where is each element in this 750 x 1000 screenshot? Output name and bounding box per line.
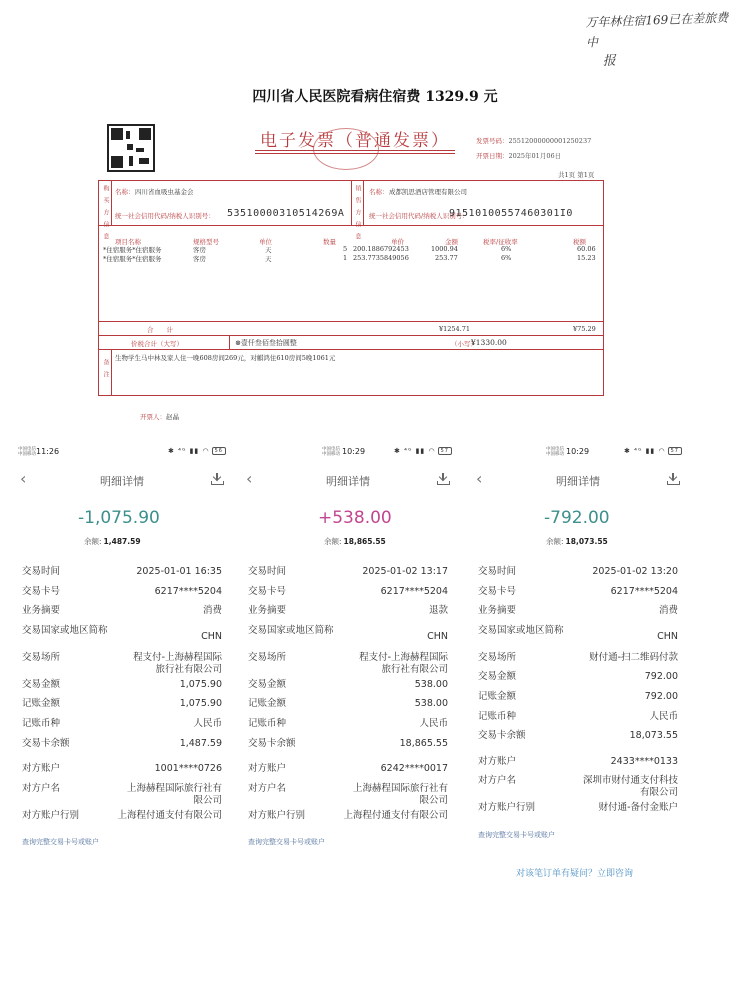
header-rate: 税率/征收率 bbox=[483, 238, 518, 246]
detail-row: 交易国家或地区简称 CHN bbox=[478, 624, 678, 642]
header-price: 单价 bbox=[391, 238, 404, 246]
detail-row: 交易场所 程支付-上海赫程国际旅行社有限公司 bbox=[22, 651, 222, 675]
header-item-name: 项目名称 bbox=[115, 238, 141, 246]
header-tax: 税额 bbox=[573, 238, 586, 246]
detail-row: 对方户名 上海赫程国际旅行社有限公司 bbox=[248, 782, 448, 806]
detail-row: 对方户名 上海赫程国际旅行社有限公司 bbox=[22, 782, 222, 806]
header-qty: 数量 bbox=[323, 238, 336, 246]
detail-row: 记账金额 538.00 bbox=[248, 698, 448, 710]
status-bar bbox=[238, 444, 458, 462]
invoice-drawer: 开票人：赵晶 bbox=[140, 413, 179, 421]
detail-row: 记账币种 人民币 bbox=[248, 717, 448, 729]
document-title: 四川省人民医院看病住宿费 1329.9 元 bbox=[252, 89, 498, 105]
item-1-price: 200.1886792453 bbox=[353, 245, 409, 253]
status-time: 10:29 bbox=[342, 447, 366, 456]
seller-section-label: 销售方信息 bbox=[354, 185, 361, 245]
item-1-amount: 1000.94 bbox=[431, 245, 458, 253]
invoice-page-number: 共1页 第1页 bbox=[558, 171, 595, 179]
buyer-name: 四川省血吸虫基金会 bbox=[135, 188, 194, 196]
nav-title: 明细详情 bbox=[326, 475, 370, 488]
handwritten-note-line1: 万年林住宿169已在差旅费中 bbox=[585, 10, 729, 50]
item-1-unit: 天 bbox=[265, 246, 272, 254]
seller-name: 成都凯思酒店管理有限公司 bbox=[389, 188, 467, 196]
detail-rows bbox=[468, 566, 688, 822]
detail-row: 对方账户 6242****0017 bbox=[248, 763, 448, 775]
balance: 余额: 18,073.55 bbox=[546, 537, 608, 546]
download-icon[interactable] bbox=[437, 473, 450, 485]
detail-row: 业务摘要 消费 bbox=[22, 605, 222, 617]
battery-icon: 56 bbox=[212, 447, 226, 455]
detail-row: 交易卡余额 18,073.55 bbox=[478, 730, 678, 742]
nav-title: 明细详情 bbox=[556, 475, 600, 488]
total-words-label: 价税合计（大写） bbox=[131, 340, 183, 348]
item-2-qty: 1 bbox=[343, 254, 348, 262]
detail-row: 交易卡号 6217****5204 bbox=[478, 585, 678, 597]
seller-tax-id: 91510100557460301I0 bbox=[449, 208, 573, 219]
transaction-amount: -792.00 bbox=[544, 508, 610, 528]
item-1-spec: 客房 bbox=[193, 246, 206, 254]
total-amount: ¥1254.71 bbox=[439, 325, 471, 333]
item-2-unit: 天 bbox=[265, 255, 272, 263]
detail-row: 交易金额 792.00 bbox=[478, 671, 678, 683]
nav-bar bbox=[238, 466, 458, 498]
status-bar bbox=[468, 444, 688, 462]
nav-bar bbox=[12, 466, 232, 498]
back-chevron-icon[interactable]: ‹ bbox=[476, 469, 483, 488]
download-icon[interactable] bbox=[211, 473, 224, 485]
invoice-title: 电子发票（普通发票） bbox=[260, 131, 450, 151]
header-unit: 单位 bbox=[259, 238, 272, 246]
detail-row: 业务摘要 退款 bbox=[248, 605, 448, 617]
download-icon[interactable] bbox=[667, 473, 680, 485]
invoice-date: 开票日期：2025年01月06日 bbox=[476, 152, 562, 160]
detail-row: 交易场所 程支付-上海赫程国际旅行社有限公司 bbox=[248, 651, 448, 675]
seller-tax-label: 统一社会信用代码/纳税人识别号： bbox=[369, 212, 469, 220]
consult-link[interactable]: 对该笔订单有疑问？立即咨询 bbox=[516, 869, 634, 879]
detail-row: 交易时间 2025-01-01 16:35 bbox=[22, 566, 222, 577]
carrier-name: 中国电信 中国移动 bbox=[18, 447, 36, 457]
detail-row: 交易卡余额 18,865.55 bbox=[248, 737, 448, 749]
buyer-tax-label: 统一社会信用代码/纳税人识别号： bbox=[115, 212, 215, 220]
item-2-tax: 15.23 bbox=[577, 254, 596, 262]
query-full-card-link[interactable]: 查询完整交易卡号或账户 bbox=[248, 838, 325, 847]
balance: 余额: 1,487.59 bbox=[84, 537, 141, 546]
seller-name-label: 名称： bbox=[369, 188, 389, 196]
item-2-rate: 6% bbox=[501, 254, 512, 262]
status-time: 11:26 bbox=[36, 447, 60, 456]
query-full-card-link[interactable]: 查询完整交易卡号或账户 bbox=[22, 838, 99, 847]
item-1-tax: 60.06 bbox=[577, 245, 596, 253]
buyer-section-label: 购买方信息 bbox=[102, 185, 109, 245]
status-icons: ✱ ⁴ᴳ ▮▮ ◠ 56 bbox=[168, 447, 226, 455]
remarks-text: 生物学生马中林及家人住一晚608房间269元，对麒鸿住610房间5晚1061元 bbox=[115, 354, 336, 362]
item-1-qty: 5 bbox=[343, 245, 348, 253]
receipt-screen-3 bbox=[468, 444, 688, 840]
item-2-price: 253.7735849056 bbox=[353, 254, 409, 262]
detail-row: 对方账户行别 财付通-备付金账户 bbox=[478, 802, 678, 814]
carrier-name: 中国电信 中国移动 bbox=[546, 447, 564, 457]
detail-row: 对方户名 深圳市财付通支付科技有限公司 bbox=[478, 775, 678, 799]
battery-icon: 57 bbox=[438, 447, 452, 455]
detail-row: 交易金额 1,075.90 bbox=[22, 678, 222, 690]
invoice-title-underline bbox=[255, 150, 455, 151]
invoice-title-underline-2 bbox=[255, 153, 455, 154]
detail-row: 业务摘要 消费 bbox=[478, 605, 678, 617]
nav-bar bbox=[468, 466, 688, 498]
detail-row: 交易金额 538.00 bbox=[248, 678, 448, 690]
item-1-rate: 6% bbox=[501, 245, 512, 253]
remarks-section-label: 备注 bbox=[102, 359, 109, 383]
invoice-number: 发票号码：25512000000001250237 bbox=[476, 137, 592, 145]
handwritten-note bbox=[585, 7, 737, 72]
status-icons: ✱ ⁴ᴳ ▮▮ ◠ 57 bbox=[624, 447, 682, 455]
total-label: 合 计 bbox=[147, 326, 173, 334]
detail-row: 对方账户行别 上海程付通支付有限公司 bbox=[22, 809, 222, 821]
qr-code-icon bbox=[107, 124, 155, 172]
detail-row: 对方账户 1001****0726 bbox=[22, 763, 222, 775]
buyer-tax-id: 53510000310514269A bbox=[227, 208, 345, 219]
receipt-screen-2 bbox=[238, 444, 458, 847]
invoice-table bbox=[98, 180, 604, 396]
detail-row: 交易国家或地区简称 CHN bbox=[248, 624, 448, 642]
status-time: 10:29 bbox=[566, 447, 590, 456]
carrier-name: 中国电信 中国移动 bbox=[322, 447, 340, 457]
detail-row: 交易国家或地区简称 CHN bbox=[22, 624, 222, 642]
item-2-spec: 客房 bbox=[193, 255, 206, 263]
detail-row: 交易卡号 6217****5204 bbox=[22, 585, 222, 597]
detail-row: 交易时间 2025-01-02 13:20 bbox=[478, 566, 678, 577]
transaction-amount: +538.00 bbox=[318, 508, 392, 528]
item-2-name: *住宿服务*住宿服务 bbox=[103, 255, 162, 263]
detail-row: 记账币种 人民币 bbox=[478, 710, 678, 722]
query-full-card-link[interactable]: 查询完整交易卡号或账户 bbox=[478, 830, 555, 839]
balance: 余额: 18,865.55 bbox=[324, 537, 386, 546]
detail-row: 记账币种 人民币 bbox=[22, 717, 222, 729]
buyer-name-label: 名称： bbox=[115, 188, 135, 196]
detail-row: 交易场所 财付通-扫二维码付款 bbox=[478, 651, 678, 663]
battery-icon: 57 bbox=[668, 447, 682, 455]
item-2-amount: 253.77 bbox=[435, 254, 458, 262]
header-amount: 金额 bbox=[445, 238, 458, 246]
header-spec: 规格型号 bbox=[193, 238, 219, 246]
back-chevron-icon[interactable]: ‹ bbox=[246, 469, 253, 488]
receipt-screen-1 bbox=[12, 444, 232, 847]
detail-row: 交易卡号 6217****5204 bbox=[248, 585, 448, 597]
back-chevron-icon[interactable]: ‹ bbox=[20, 469, 27, 488]
handwritten-note-line2: 报 bbox=[602, 53, 616, 70]
detail-row: 记账金额 1,075.90 bbox=[22, 698, 222, 710]
detail-rows bbox=[12, 566, 232, 829]
status-icons: ✱ ⁴ᴳ ▮▮ ◠ 57 bbox=[394, 447, 452, 455]
detail-row: 对方账户行别 上海程付通支付有限公司 bbox=[248, 809, 448, 821]
total-words: ⊗壹仟叁佰叁拾圆整 bbox=[235, 339, 297, 347]
item-1-name: *住宿服务*住宿服务 bbox=[103, 246, 162, 254]
total-small-label: （小写） bbox=[451, 340, 477, 348]
transaction-amount: -1,075.90 bbox=[78, 508, 160, 528]
detail-rows bbox=[238, 566, 458, 829]
total-small: ¥1330.00 bbox=[471, 338, 507, 347]
detail-row: 交易卡余额 1,487.59 bbox=[22, 737, 222, 749]
detail-row: 记账金额 792.00 bbox=[478, 690, 678, 702]
total-tax: ¥75.29 bbox=[573, 325, 596, 333]
status-bar bbox=[12, 444, 232, 462]
detail-row: 交易时间 2025-01-02 13:17 bbox=[248, 566, 448, 577]
nav-title: 明细详情 bbox=[100, 475, 144, 488]
detail-row: 对方账户 2433****0133 bbox=[478, 755, 678, 767]
